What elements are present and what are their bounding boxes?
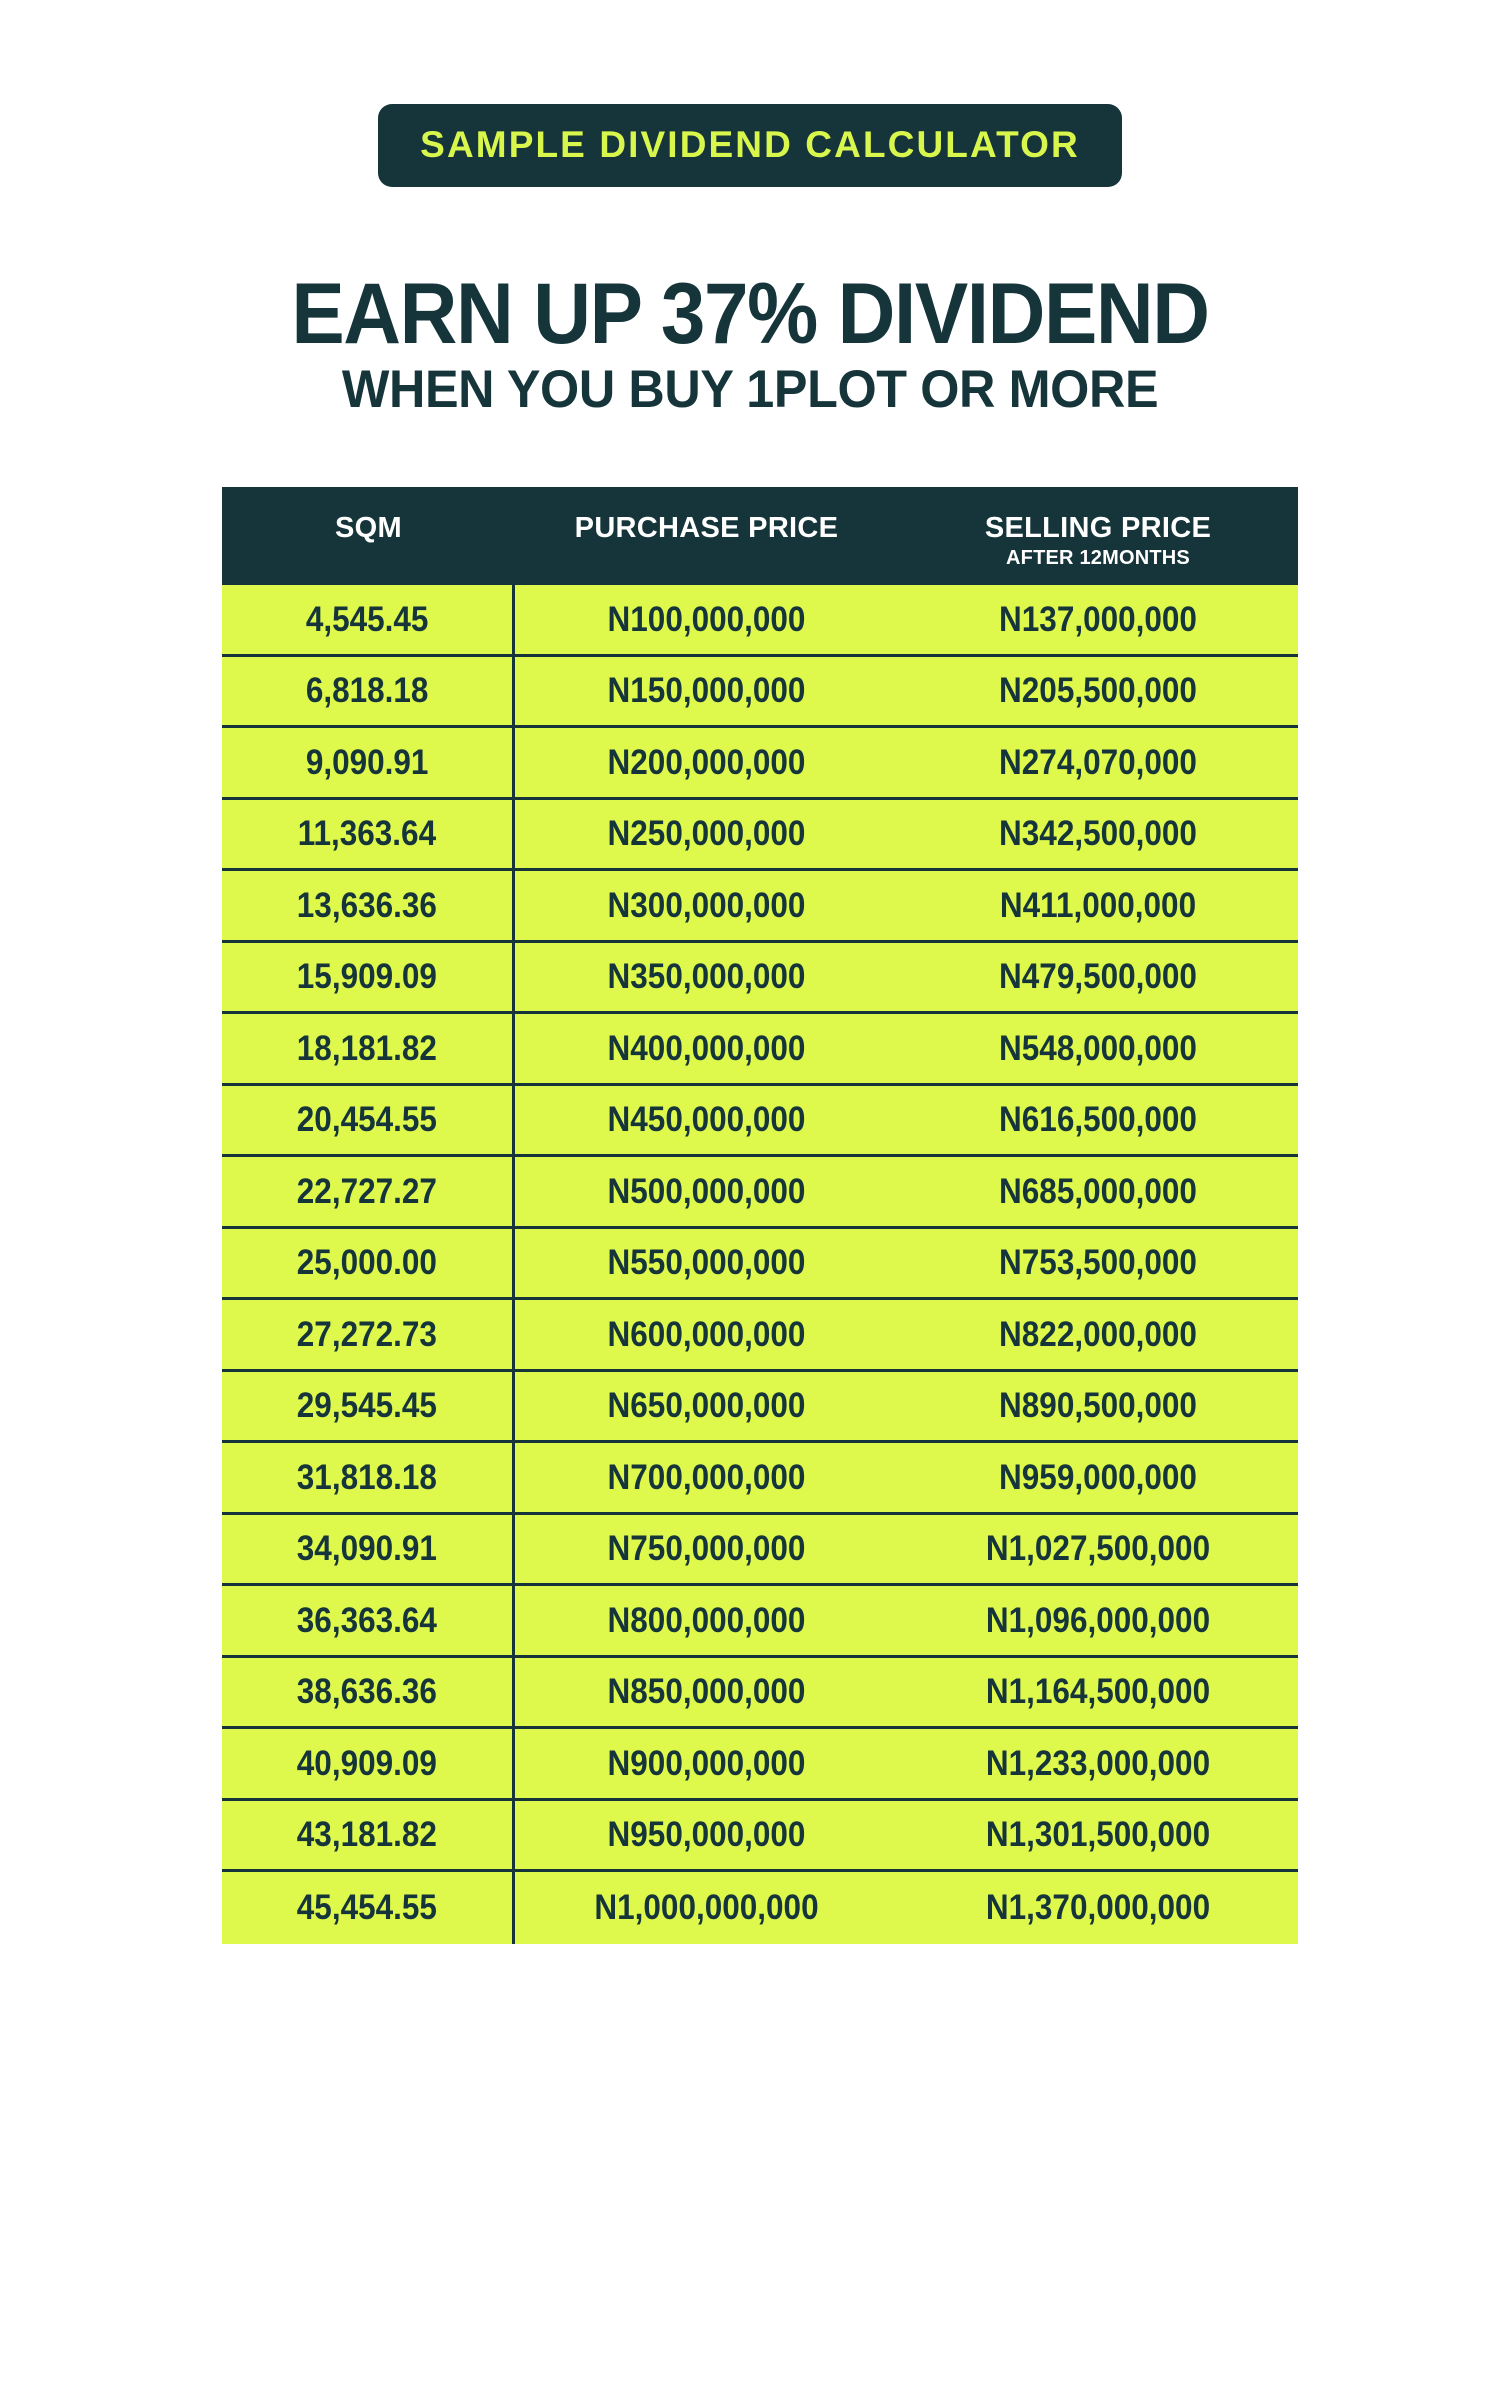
cell-sqm: [222, 1585, 515, 1657]
badge-label: SAMPLE DIVIDEND CALCULATOR: [420, 124, 1080, 165]
cell-purchase-price: N700,000,000: [607, 1457, 806, 1497]
column-header-selling-price-label: SELLING PRICE: [984, 512, 1212, 544]
column-header-purchase-price: PURCHASE PRICE: [574, 512, 839, 544]
cell-selling-price: N137,000,000: [999, 599, 1197, 639]
table-row: [222, 943, 1298, 1015]
table-row: [222, 1586, 1298, 1658]
cell-selling-price: N753,500,000: [999, 1243, 1197, 1283]
page-title: EARN UP 37% DIVIDEND: [291, 266, 1209, 362]
cell-purchase-price: N1,000,000,000: [594, 1888, 819, 1928]
column-header-sqm: SQM: [335, 512, 402, 544]
cell-sqm-value: 18,181.82: [296, 1028, 438, 1068]
cell-sqm: [222, 727, 515, 799]
cell-sqm-value: 4,545.45: [305, 599, 429, 639]
cell-sqm: [222, 870, 515, 942]
cell-selling-price: N616,500,000: [999, 1100, 1197, 1140]
cell-purchase-price: N100,000,000: [607, 599, 806, 639]
cell-purchase-price: N550,000,000: [607, 1243, 806, 1283]
cell-selling-price: N548,000,000: [999, 1028, 1197, 1068]
cell-purchase-price: N850,000,000: [607, 1672, 806, 1712]
cell-purchase-price: N800,000,000: [607, 1600, 806, 1640]
table-body: [222, 585, 1298, 1944]
column-header-selling-price: [898, 513, 1298, 569]
headline-block: [0, 266, 1500, 420]
badge-container: [0, 104, 1500, 187]
cell-sqm: [222, 584, 515, 656]
cell-selling-price: N1,233,000,000: [985, 1743, 1211, 1783]
table-row: [222, 728, 1298, 800]
cell-sqm-value: 6,818.18: [305, 671, 429, 711]
cell-sqm-value: 45,454.55: [296, 1888, 438, 1928]
cell-selling-price: N685,000,000: [999, 1171, 1197, 1211]
cell-selling-price: N1,301,500,000: [985, 1815, 1211, 1855]
table-row: [222, 1729, 1298, 1801]
table-row: [222, 1086, 1298, 1158]
cell-sqm-value: 34,090.91: [296, 1529, 438, 1569]
cell-purchase-price: N600,000,000: [607, 1314, 806, 1354]
cell-selling-price: N411,000,000: [999, 885, 1197, 925]
cell-sqm: [222, 1370, 515, 1442]
cell-sqm: [222, 798, 515, 870]
table-row: [222, 1229, 1298, 1301]
table-row: [222, 1014, 1298, 1086]
cell-purchase-price: N200,000,000: [607, 742, 806, 782]
cell-sqm: [222, 1084, 515, 1156]
cell-sqm: [222, 941, 515, 1013]
cell-sqm: [222, 1513, 515, 1585]
table-row: [222, 657, 1298, 729]
cell-purchase-price: N400,000,000: [607, 1028, 806, 1068]
cell-sqm-value: 25,000.00: [296, 1243, 438, 1283]
cell-sqm: [222, 655, 515, 727]
table-row: [222, 1872, 1298, 1944]
table-row: [222, 1157, 1298, 1229]
cell-sqm-value: 13,636.36: [296, 885, 438, 925]
table-row: [222, 800, 1298, 872]
table-row: [222, 1372, 1298, 1444]
cell-selling-price: N1,370,000,000: [985, 1888, 1211, 1928]
cell-selling-price: N342,500,000: [999, 814, 1197, 854]
cell-sqm: [222, 1227, 515, 1299]
cell-purchase-price: N950,000,000: [607, 1815, 806, 1855]
cell-sqm: [222, 1013, 515, 1085]
cell-sqm-value: 20,454.55: [296, 1100, 438, 1140]
cell-sqm-value: 27,272.73: [296, 1314, 438, 1354]
cell-sqm: [222, 1872, 515, 1944]
cell-purchase-price: N300,000,000: [607, 885, 806, 925]
table-row: [222, 871, 1298, 943]
cell-selling-price: N1,164,500,000: [985, 1672, 1211, 1712]
page-subtitle: WHEN YOU BUY 1PLOT OR MORE: [341, 360, 1159, 420]
cell-sqm: [222, 1299, 515, 1371]
cell-purchase-price: N650,000,000: [607, 1386, 806, 1426]
cell-selling-price: N822,000,000: [999, 1314, 1197, 1354]
column-header-selling-price-sublabel: AFTER 12MONTHS: [1006, 546, 1190, 569]
cell-sqm-value: 22,727.27: [296, 1171, 438, 1211]
cell-purchase-price: N450,000,000: [607, 1100, 806, 1140]
table-row: [222, 1443, 1298, 1515]
cell-sqm-value: 36,363.64: [296, 1600, 438, 1640]
table-row: [222, 1658, 1298, 1730]
table-row: [222, 1801, 1298, 1873]
sample-calculator-badge: [378, 104, 1122, 187]
cell-purchase-price: N250,000,000: [607, 814, 806, 854]
dividend-table: [222, 487, 1298, 1944]
table-row: [222, 1300, 1298, 1372]
cell-selling-price: N890,500,000: [999, 1386, 1197, 1426]
cell-sqm-value: 31,818.18: [296, 1457, 438, 1497]
cell-purchase-price: N150,000,000: [607, 671, 806, 711]
cell-selling-price: N205,500,000: [999, 671, 1197, 711]
cell-purchase-price: N500,000,000: [607, 1171, 806, 1211]
cell-sqm-value: 38,636.36: [296, 1672, 438, 1712]
cell-sqm: [222, 1728, 515, 1800]
cell-selling-price: N1,027,500,000: [985, 1529, 1211, 1569]
cell-purchase-price: N750,000,000: [607, 1529, 806, 1569]
cell-sqm: [222, 1799, 515, 1871]
table-row: [222, 585, 1298, 657]
cell-purchase-price: N900,000,000: [607, 1743, 806, 1783]
cell-sqm-value: 11,363.64: [297, 814, 437, 854]
cell-sqm: [222, 1156, 515, 1228]
cell-selling-price: N1,096,000,000: [985, 1600, 1211, 1640]
table-row: [222, 1515, 1298, 1587]
cell-sqm: [222, 1656, 515, 1728]
cell-selling-price: N274,070,000: [999, 742, 1197, 782]
cell-selling-price: N479,500,000: [999, 957, 1197, 997]
table-header-row: [222, 487, 1298, 585]
cell-sqm-value: 29,545.45: [296, 1386, 438, 1426]
cell-purchase-price: N350,000,000: [607, 957, 806, 997]
cell-sqm-value: 40,909.09: [296, 1743, 438, 1783]
cell-selling-price: N959,000,000: [999, 1457, 1197, 1497]
cell-sqm-value: 15,909.09: [296, 957, 438, 997]
cell-sqm-value: 43,181.82: [296, 1815, 438, 1855]
cell-sqm: [222, 1442, 515, 1514]
cell-sqm-value: 9,090.91: [305, 742, 429, 782]
